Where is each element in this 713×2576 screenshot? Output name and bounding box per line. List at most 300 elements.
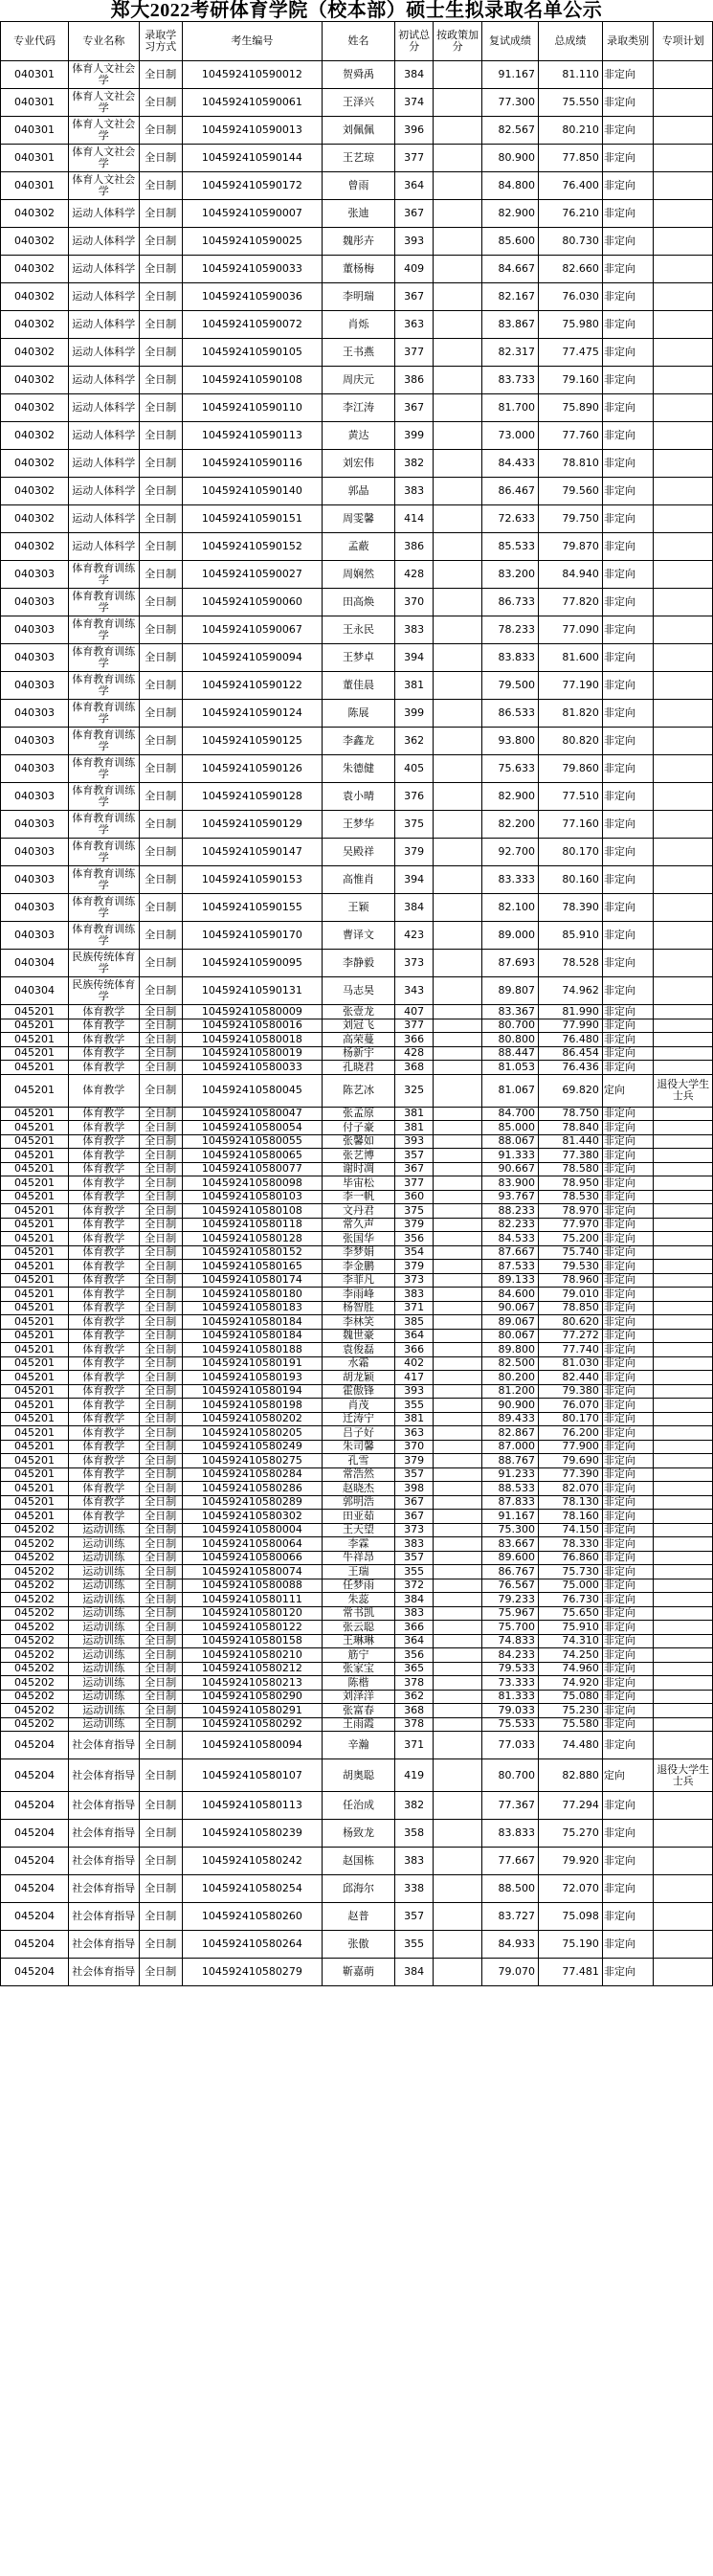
exam-id: 104592410580198 bbox=[182, 1399, 322, 1413]
exam-id: 104592410580111 bbox=[182, 1593, 322, 1607]
exam-id: 104592410590140 bbox=[182, 478, 322, 505]
total-score: 79.560 bbox=[538, 478, 602, 505]
table-row bbox=[1, 1301, 713, 1315]
study-mode: 全日制 bbox=[139, 1903, 182, 1931]
retest-score-header-label: 复试成绩 bbox=[489, 34, 532, 47]
total-score: 79.380 bbox=[538, 1384, 602, 1399]
bonus-points bbox=[434, 811, 482, 839]
exam-id: 104592410590144 bbox=[182, 145, 322, 172]
exam-id: 104592410580212 bbox=[182, 1662, 322, 1676]
special-plan bbox=[654, 1273, 713, 1288]
study-mode: 全日制 bbox=[139, 1931, 182, 1959]
student-name: 孟蔽 bbox=[322, 533, 394, 561]
total-score: 82.880 bbox=[538, 1759, 602, 1792]
major-code: 045201 bbox=[1, 1440, 69, 1454]
major-name: 体育教学 bbox=[68, 1399, 139, 1413]
study-mode: 全日制 bbox=[139, 1412, 182, 1426]
student-name: 朱德健 bbox=[322, 755, 394, 783]
bonus-header bbox=[434, 22, 482, 61]
table-row bbox=[1, 1454, 713, 1468]
admission-type: 非定向 bbox=[602, 505, 654, 533]
study-mode: 全日制 bbox=[139, 1495, 182, 1510]
total-score: 75.270 bbox=[538, 1820, 602, 1848]
major-name: 体育教学 bbox=[68, 1301, 139, 1315]
study-mode: 全日制 bbox=[139, 589, 182, 616]
exam-id-header bbox=[182, 22, 322, 61]
student-name: 胡龙颖 bbox=[322, 1371, 394, 1385]
major-name: 运动人体科学 bbox=[68, 533, 139, 561]
special-plan bbox=[654, 172, 713, 200]
retest-score: 82.900 bbox=[482, 200, 539, 228]
bonus-points bbox=[434, 422, 482, 450]
total-score: 78.528 bbox=[538, 950, 602, 977]
student-name: 李梦娟 bbox=[322, 1245, 394, 1260]
major-name: 体育教学 bbox=[68, 1232, 139, 1246]
study-mode: 全日制 bbox=[139, 1690, 182, 1704]
exam-id: 104592410590036 bbox=[182, 283, 322, 311]
exam-id: 104592410580289 bbox=[182, 1495, 322, 1510]
admission-type: 非定向 bbox=[602, 728, 654, 755]
initial-score: 377 bbox=[395, 1176, 434, 1191]
study-mode: 全日制 bbox=[139, 866, 182, 894]
bonus-points bbox=[434, 256, 482, 283]
student-name: 陈展 bbox=[322, 700, 394, 728]
table-row bbox=[1, 950, 713, 977]
major-code: 045204 bbox=[1, 1792, 69, 1820]
major-code: 040301 bbox=[1, 61, 69, 89]
major-code: 040302 bbox=[1, 533, 69, 561]
total-score: 81.990 bbox=[538, 1005, 602, 1019]
table-row bbox=[1, 1732, 713, 1759]
bonus-points bbox=[434, 1288, 482, 1302]
major-code: 040302 bbox=[1, 200, 69, 228]
table-row bbox=[1, 478, 713, 505]
retest-score: 88.767 bbox=[482, 1454, 539, 1468]
initial-score: 376 bbox=[395, 783, 434, 811]
initial-score: 371 bbox=[395, 1732, 434, 1759]
bonus-points bbox=[434, 1260, 482, 1274]
study-mode: 全日制 bbox=[139, 1648, 182, 1663]
bonus-points bbox=[434, 450, 482, 478]
table-row bbox=[1, 1019, 713, 1033]
table-row bbox=[1, 1848, 713, 1875]
bonus-points bbox=[434, 1162, 482, 1176]
special-plan bbox=[654, 1523, 713, 1537]
bonus-points bbox=[434, 1232, 482, 1246]
student-name: 刘宏伟 bbox=[322, 450, 394, 478]
admission-type: 非定向 bbox=[602, 1959, 654, 1986]
study-mode: 全日制 bbox=[139, 1356, 182, 1371]
total-score: 79.530 bbox=[538, 1260, 602, 1274]
total-score: 85.910 bbox=[538, 922, 602, 950]
admission-type: 非定向 bbox=[602, 1820, 654, 1848]
exam-id: 104592410590012 bbox=[182, 61, 322, 89]
exam-id: 104592410580174 bbox=[182, 1273, 322, 1288]
major-code: 045204 bbox=[1, 1759, 69, 1792]
bonus-points bbox=[434, 1848, 482, 1875]
study-mode: 全日制 bbox=[139, 1343, 182, 1357]
initial-score: 383 bbox=[395, 1848, 434, 1875]
special-plan bbox=[654, 1232, 713, 1246]
retest-score: 84.600 bbox=[482, 1288, 539, 1302]
special-plan bbox=[654, 1384, 713, 1399]
admission-type-header bbox=[602, 22, 654, 61]
bonus-points bbox=[434, 839, 482, 866]
major-name: 体育教学 bbox=[68, 1426, 139, 1441]
major-name: 体育教学 bbox=[68, 1467, 139, 1482]
study-mode: 全日制 bbox=[139, 1371, 182, 1385]
table-row bbox=[1, 1931, 713, 1959]
major-code: 045201 bbox=[1, 1371, 69, 1385]
retest-score: 85.600 bbox=[482, 228, 539, 256]
major-name: 运动人体科学 bbox=[68, 311, 139, 339]
initial-score: 384 bbox=[395, 1593, 434, 1607]
table-row bbox=[1, 1329, 713, 1343]
bonus-points bbox=[434, 311, 482, 339]
admission-type: 非定向 bbox=[602, 1634, 654, 1648]
study-mode: 全日制 bbox=[139, 1482, 182, 1496]
bonus-points bbox=[434, 1329, 482, 1343]
admission-type: 非定向 bbox=[602, 1467, 654, 1482]
major-code: 045201 bbox=[1, 1061, 69, 1075]
name-header-label: 姓名 bbox=[347, 34, 369, 47]
student-name: 孔晓君 bbox=[322, 1061, 394, 1075]
bonus-points bbox=[434, 1046, 482, 1061]
major-code-header-label: 专业代码 bbox=[12, 34, 56, 47]
major-name: 运动训练 bbox=[68, 1648, 139, 1663]
retest-score: 83.733 bbox=[482, 367, 539, 394]
initial-score: 377 bbox=[395, 1019, 434, 1033]
exam-id: 104592410580033 bbox=[182, 1061, 322, 1075]
total-score: 77.850 bbox=[538, 145, 602, 172]
major-code: 040303 bbox=[1, 839, 69, 866]
study-mode: 全日制 bbox=[139, 1301, 182, 1315]
table-row bbox=[1, 117, 713, 145]
initial-score: 384 bbox=[395, 894, 434, 922]
initial-score: 371 bbox=[395, 1301, 434, 1315]
total-score: 76.730 bbox=[538, 1593, 602, 1607]
study-mode: 全日制 bbox=[139, 922, 182, 950]
special-plan bbox=[654, 1019, 713, 1033]
table-row bbox=[1, 283, 713, 311]
bonus-points bbox=[434, 228, 482, 256]
major-code: 045201 bbox=[1, 1005, 69, 1019]
special-plan bbox=[654, 450, 713, 478]
table-row bbox=[1, 644, 713, 672]
exam-id: 104592410580279 bbox=[182, 1959, 322, 1986]
admission-type: 非定向 bbox=[602, 1162, 654, 1176]
student-name: 张富春 bbox=[322, 1704, 394, 1718]
exam-id: 104592410580290 bbox=[182, 1690, 322, 1704]
student-name: 张馨如 bbox=[322, 1134, 394, 1149]
bonus-points bbox=[434, 1384, 482, 1399]
student-name: 张云聪 bbox=[322, 1621, 394, 1635]
table-row bbox=[1, 1495, 713, 1510]
initial-score: 357 bbox=[395, 1903, 434, 1931]
admission-type: 定向 bbox=[602, 1074, 654, 1107]
major-name: 运动训练 bbox=[68, 1579, 139, 1593]
special-plan bbox=[654, 1634, 713, 1648]
total-score: 78.960 bbox=[538, 1273, 602, 1288]
major-name: 运动训练 bbox=[68, 1704, 139, 1718]
total-score: 75.740 bbox=[538, 1245, 602, 1260]
major-code: 040302 bbox=[1, 311, 69, 339]
exam-id: 104592410580088 bbox=[182, 1579, 322, 1593]
initial-score: 378 bbox=[395, 1676, 434, 1691]
bonus-points bbox=[434, 1149, 482, 1163]
special-plan bbox=[654, 1848, 713, 1875]
table-row bbox=[1, 1371, 713, 1385]
special-plan bbox=[654, 394, 713, 422]
total-score: 80.170 bbox=[538, 839, 602, 866]
special-plan bbox=[654, 89, 713, 117]
table-row bbox=[1, 1606, 713, 1621]
admission-type: 非定向 bbox=[602, 1565, 654, 1579]
total-score: 82.660 bbox=[538, 256, 602, 283]
student-name: 王艺琼 bbox=[322, 145, 394, 172]
major-code: 040303 bbox=[1, 783, 69, 811]
major-name: 运动训练 bbox=[68, 1593, 139, 1607]
total-score: 77.390 bbox=[538, 1467, 602, 1482]
initial-score: 382 bbox=[395, 450, 434, 478]
total-score: 79.870 bbox=[538, 533, 602, 561]
initial-score: 378 bbox=[395, 1717, 434, 1732]
table-row bbox=[1, 1467, 713, 1482]
major-code: 040302 bbox=[1, 394, 69, 422]
exam-id: 104592410580202 bbox=[182, 1412, 322, 1426]
exam-id: 104592410590128 bbox=[182, 783, 322, 811]
bonus-points bbox=[434, 1523, 482, 1537]
major-code: 045202 bbox=[1, 1704, 69, 1718]
total-score: 78.530 bbox=[538, 1190, 602, 1204]
initial-score: 373 bbox=[395, 950, 434, 977]
retest-score: 88.533 bbox=[482, 1482, 539, 1496]
retest-score: 83.667 bbox=[482, 1537, 539, 1552]
major-name: 运动人体科学 bbox=[68, 283, 139, 311]
initial-score: 407 bbox=[395, 1005, 434, 1019]
study-mode: 全日制 bbox=[139, 1134, 182, 1149]
bonus-points bbox=[434, 1495, 482, 1510]
special-plan bbox=[654, 1426, 713, 1441]
student-name: 李雨峰 bbox=[322, 1288, 394, 1302]
study-mode: 全日制 bbox=[139, 728, 182, 755]
exam-id: 104592410590172 bbox=[182, 172, 322, 200]
student-name: 王梦华 bbox=[322, 811, 394, 839]
exam-id: 104592410580254 bbox=[182, 1875, 322, 1903]
table-row bbox=[1, 1510, 713, 1524]
major-code: 045202 bbox=[1, 1662, 69, 1676]
exam-id: 104592410580094 bbox=[182, 1732, 322, 1759]
special-plan: 退役大学生士兵 bbox=[654, 1759, 713, 1792]
total-score: 78.810 bbox=[538, 450, 602, 478]
exam-id: 104592410580004 bbox=[182, 1523, 322, 1537]
exam-id: 104592410580055 bbox=[182, 1134, 322, 1149]
bonus-points bbox=[434, 89, 482, 117]
admission-type: 非定向 bbox=[602, 700, 654, 728]
special-plan bbox=[654, 1467, 713, 1482]
exam-id: 104592410590094 bbox=[182, 644, 322, 672]
special-plan bbox=[654, 1510, 713, 1524]
major-code: 040304 bbox=[1, 950, 69, 977]
total-score: 74.150 bbox=[538, 1523, 602, 1537]
retest-score: 84.667 bbox=[482, 256, 539, 283]
study-mode: 全日制 bbox=[139, 422, 182, 450]
bonus-points bbox=[434, 1273, 482, 1288]
major-code: 045204 bbox=[1, 1820, 69, 1848]
special-plan bbox=[654, 700, 713, 728]
special-plan bbox=[654, 1875, 713, 1903]
bonus-points bbox=[434, 1510, 482, 1524]
table-row bbox=[1, 1440, 713, 1454]
special-plan bbox=[654, 145, 713, 172]
retest-score: 83.867 bbox=[482, 311, 539, 339]
admission-type: 非定向 bbox=[602, 1033, 654, 1047]
special-plan bbox=[654, 1245, 713, 1260]
admission-type: 非定向 bbox=[602, 783, 654, 811]
study-mode: 全日制 bbox=[139, 1593, 182, 1607]
exam-id: 104592410580165 bbox=[182, 1260, 322, 1274]
major-code: 045201 bbox=[1, 1510, 69, 1524]
exam-id: 104592410590126 bbox=[182, 755, 322, 783]
retest-score: 75.700 bbox=[482, 1621, 539, 1635]
total-score: 77.190 bbox=[538, 672, 602, 700]
study-mode: 全日制 bbox=[139, 1232, 182, 1246]
admission-type: 非定向 bbox=[602, 228, 654, 256]
bonus-points bbox=[434, 1467, 482, 1482]
admission-type: 非定向 bbox=[602, 1426, 654, 1441]
special-plan bbox=[654, 1329, 713, 1343]
major-name: 运动人体科学 bbox=[68, 228, 139, 256]
initial-score: 363 bbox=[395, 1426, 434, 1441]
initial-score: 374 bbox=[395, 89, 434, 117]
retest-score: 88.067 bbox=[482, 1134, 539, 1149]
major-code: 045201 bbox=[1, 1343, 69, 1357]
major-code: 040303 bbox=[1, 894, 69, 922]
special-plan bbox=[654, 339, 713, 367]
exam-id: 104592410580118 bbox=[182, 1218, 322, 1232]
total-score: 75.730 bbox=[538, 1565, 602, 1579]
admission-type: 非定向 bbox=[602, 1454, 654, 1468]
admission-type: 非定向 bbox=[602, 616, 654, 644]
major-name: 体育人文社会学 bbox=[68, 89, 139, 117]
admission-type: 非定向 bbox=[602, 145, 654, 172]
exam-id: 104592410590095 bbox=[182, 950, 322, 977]
exam-id: 104592410580260 bbox=[182, 1903, 322, 1931]
exam-id: 104592410580122 bbox=[182, 1621, 322, 1635]
exam-id: 104592410590025 bbox=[182, 228, 322, 256]
table-row bbox=[1, 1690, 713, 1704]
admission-type: 非定向 bbox=[602, 1732, 654, 1759]
major-name: 体育教育训练学 bbox=[68, 783, 139, 811]
bonus-points bbox=[434, 1704, 482, 1718]
major-name-header bbox=[68, 22, 139, 61]
bonus-points bbox=[434, 1107, 482, 1121]
special-plan bbox=[654, 1551, 713, 1565]
study-mode: 全日制 bbox=[139, 783, 182, 811]
exam-id: 104592410590155 bbox=[182, 894, 322, 922]
major-code: 040302 bbox=[1, 367, 69, 394]
table-row bbox=[1, 1356, 713, 1371]
initial-score: 357 bbox=[395, 1551, 434, 1565]
total-score: 74.310 bbox=[538, 1634, 602, 1648]
special-plan bbox=[654, 977, 713, 1005]
bonus-header-label: 按政策加分 bbox=[436, 29, 479, 53]
total-score: 76.860 bbox=[538, 1551, 602, 1565]
total-score: 74.960 bbox=[538, 1662, 602, 1676]
major-name: 体育教学 bbox=[68, 1245, 139, 1260]
special-plan bbox=[654, 1606, 713, 1621]
bonus-points bbox=[434, 894, 482, 922]
table-row bbox=[1, 1551, 713, 1565]
initial-score: 383 bbox=[395, 1606, 434, 1621]
student-name: 张壹龙 bbox=[322, 1005, 394, 1019]
student-name: 李静毅 bbox=[322, 950, 394, 977]
admission-type: 非定向 bbox=[602, 1648, 654, 1663]
initial-score: 338 bbox=[395, 1875, 434, 1903]
bonus-points bbox=[434, 1204, 482, 1219]
student-name: 田高焕 bbox=[322, 589, 394, 616]
study-mode: 全日制 bbox=[139, 450, 182, 478]
bonus-points bbox=[434, 1662, 482, 1676]
special-plan bbox=[654, 478, 713, 505]
student-name: 周庆元 bbox=[322, 367, 394, 394]
exam-id: 104592410590153 bbox=[182, 866, 322, 894]
bonus-points bbox=[434, 1301, 482, 1315]
initial-score: 381 bbox=[395, 1412, 434, 1426]
major-name: 体育教学 bbox=[68, 1260, 139, 1274]
admission-type: 非定向 bbox=[602, 1061, 654, 1075]
total-score: 75.190 bbox=[538, 1931, 602, 1959]
major-name: 社会体育指导 bbox=[68, 1931, 139, 1959]
major-name: 运动人体科学 bbox=[68, 367, 139, 394]
retest-score: 75.633 bbox=[482, 755, 539, 783]
major-name: 体育教学 bbox=[68, 1343, 139, 1357]
initial-score: 414 bbox=[395, 505, 434, 533]
study-mode: 全日制 bbox=[139, 1565, 182, 1579]
initial-score: 356 bbox=[395, 1648, 434, 1663]
exam-id: 104592410590116 bbox=[182, 450, 322, 478]
student-name: 常久声 bbox=[322, 1218, 394, 1232]
student-name: 李江涛 bbox=[322, 394, 394, 422]
major-code: 045201 bbox=[1, 1176, 69, 1191]
retest-score: 75.967 bbox=[482, 1606, 539, 1621]
student-name: 刘佩佩 bbox=[322, 117, 394, 145]
initial-score: 405 bbox=[395, 755, 434, 783]
student-name: 王雨霞 bbox=[322, 1717, 394, 1732]
table-row bbox=[1, 1820, 713, 1848]
initial-score: 364 bbox=[395, 172, 434, 200]
bonus-points bbox=[434, 117, 482, 145]
major-code: 040303 bbox=[1, 866, 69, 894]
major-code: 045202 bbox=[1, 1648, 69, 1663]
initial-score: 385 bbox=[395, 1315, 434, 1330]
major-code: 045202 bbox=[1, 1523, 69, 1537]
retest-score: 89.800 bbox=[482, 1343, 539, 1357]
special-plan bbox=[654, 866, 713, 894]
total-score-header-label: 总成绩 bbox=[554, 34, 587, 47]
initial-score: 375 bbox=[395, 1204, 434, 1219]
exam-id: 104592410580074 bbox=[182, 1565, 322, 1579]
bonus-points bbox=[434, 1634, 482, 1648]
major-code: 045201 bbox=[1, 1399, 69, 1413]
admission-type: 非定向 bbox=[602, 839, 654, 866]
admission-type: 非定向 bbox=[602, 1551, 654, 1565]
special-plan bbox=[654, 811, 713, 839]
initial-score: 366 bbox=[395, 1033, 434, 1047]
study-mode: 全日制 bbox=[139, 1107, 182, 1121]
bonus-points bbox=[434, 1792, 482, 1820]
table-row bbox=[1, 450, 713, 478]
